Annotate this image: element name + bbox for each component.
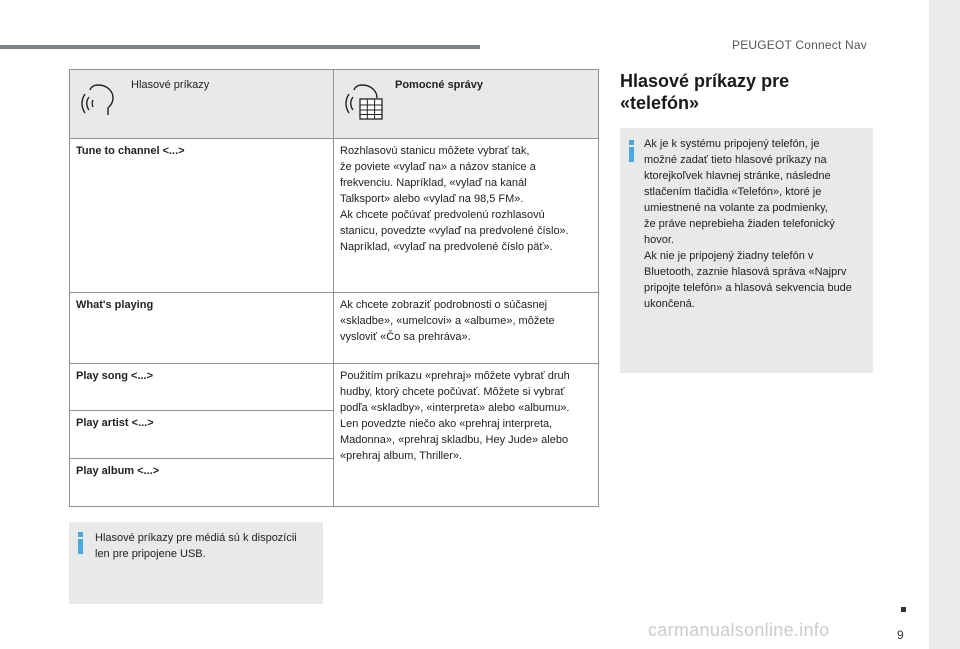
command-cell: Play song <...> (70, 364, 334, 411)
command-cell: Tune to channel <...> (70, 139, 334, 293)
phone-note-text: Ak je k systému pripojený telefón, je možné zadať tieto hlasové príkazy na ktorejkoľvek hlavnej stránke, následne stlačením tlačidla «Telefón», ktoré je umiestnené na volante za podmienky, že práve neprebieha žiaden telefonický hovor. Ak nie je pripojený žiadny telefón v Bluetooth, zaznie hlasová správa «Najprv pripojte telefón» a hlasová sekvencia bude ukončená. (644, 138, 852, 310)
description-cell (334, 293, 599, 364)
info-icon (77, 532, 84, 554)
voice-commands-table (69, 69, 599, 507)
table-row (70, 139, 599, 293)
table-header-messages (334, 70, 599, 139)
description-text: Rozhlasovú stanicu môžete vybrať tak, že poviete «vylaď na» a názov stanice a frekvenciu. Napríklad, «vylaď na kanál Talksport» alebo «vylaď na 98,5 FM». Ak chcete počúvať predvolenú rozhlasovú stanicu, povedzte «vylaď na predvolené číslo». Napríklad, «vylaď na predvolené číslo päť». (340, 145, 569, 253)
header-commands-label: Hlasové príkazy (131, 79, 210, 91)
voice-command-icon (80, 81, 120, 121)
product-title: PEUGEOT Connect Nav (732, 38, 867, 52)
watermark: carmanualsonline.info (648, 620, 830, 640)
media-note (69, 522, 323, 604)
description-cell (334, 139, 599, 293)
phone-note (620, 128, 873, 373)
voice-keypad-icon (344, 81, 384, 121)
page-marker (901, 607, 906, 612)
description-text: Ak chcete zobraziť podrobnosti o súčasnej «skladbe», «umelcovi» a «albume», môžete vysloviť «Čo sa prehráva». (340, 299, 555, 343)
page-number: 9 (897, 628, 904, 642)
header-rule (0, 45, 480, 49)
command-cell: Play artist <...> (70, 411, 334, 459)
side-strip (929, 0, 960, 649)
table-row (70, 293, 599, 364)
info-icon (628, 140, 635, 162)
command-cell: Play album <...> (70, 459, 334, 507)
table-row (70, 364, 599, 411)
description-cell (334, 364, 599, 507)
table-header-row (70, 70, 599, 139)
command-cell: What's playing (70, 293, 334, 364)
section-title: Hlasové príkazy pre «telefón» (620, 71, 790, 113)
media-note-text: Hlasové príkazy pre médiá sú k dispozícii len pre pripojene USB. (95, 532, 297, 560)
table-header-commands (70, 70, 334, 139)
header-messages-label: Pomocné správy (395, 79, 484, 91)
description-text: Použitím príkazu «prehraj» môžete vybrať druh hudby, ktorý chcete počúvať. Môžete si vybrať podľa «skladby», «interpreta» alebo «albumu». Len povedzte niečo ako «prehraj interpreta, Madonna», «prehraj skladbu, Hey Jude» alebo «prehraj album, Thriller». (340, 370, 570, 462)
